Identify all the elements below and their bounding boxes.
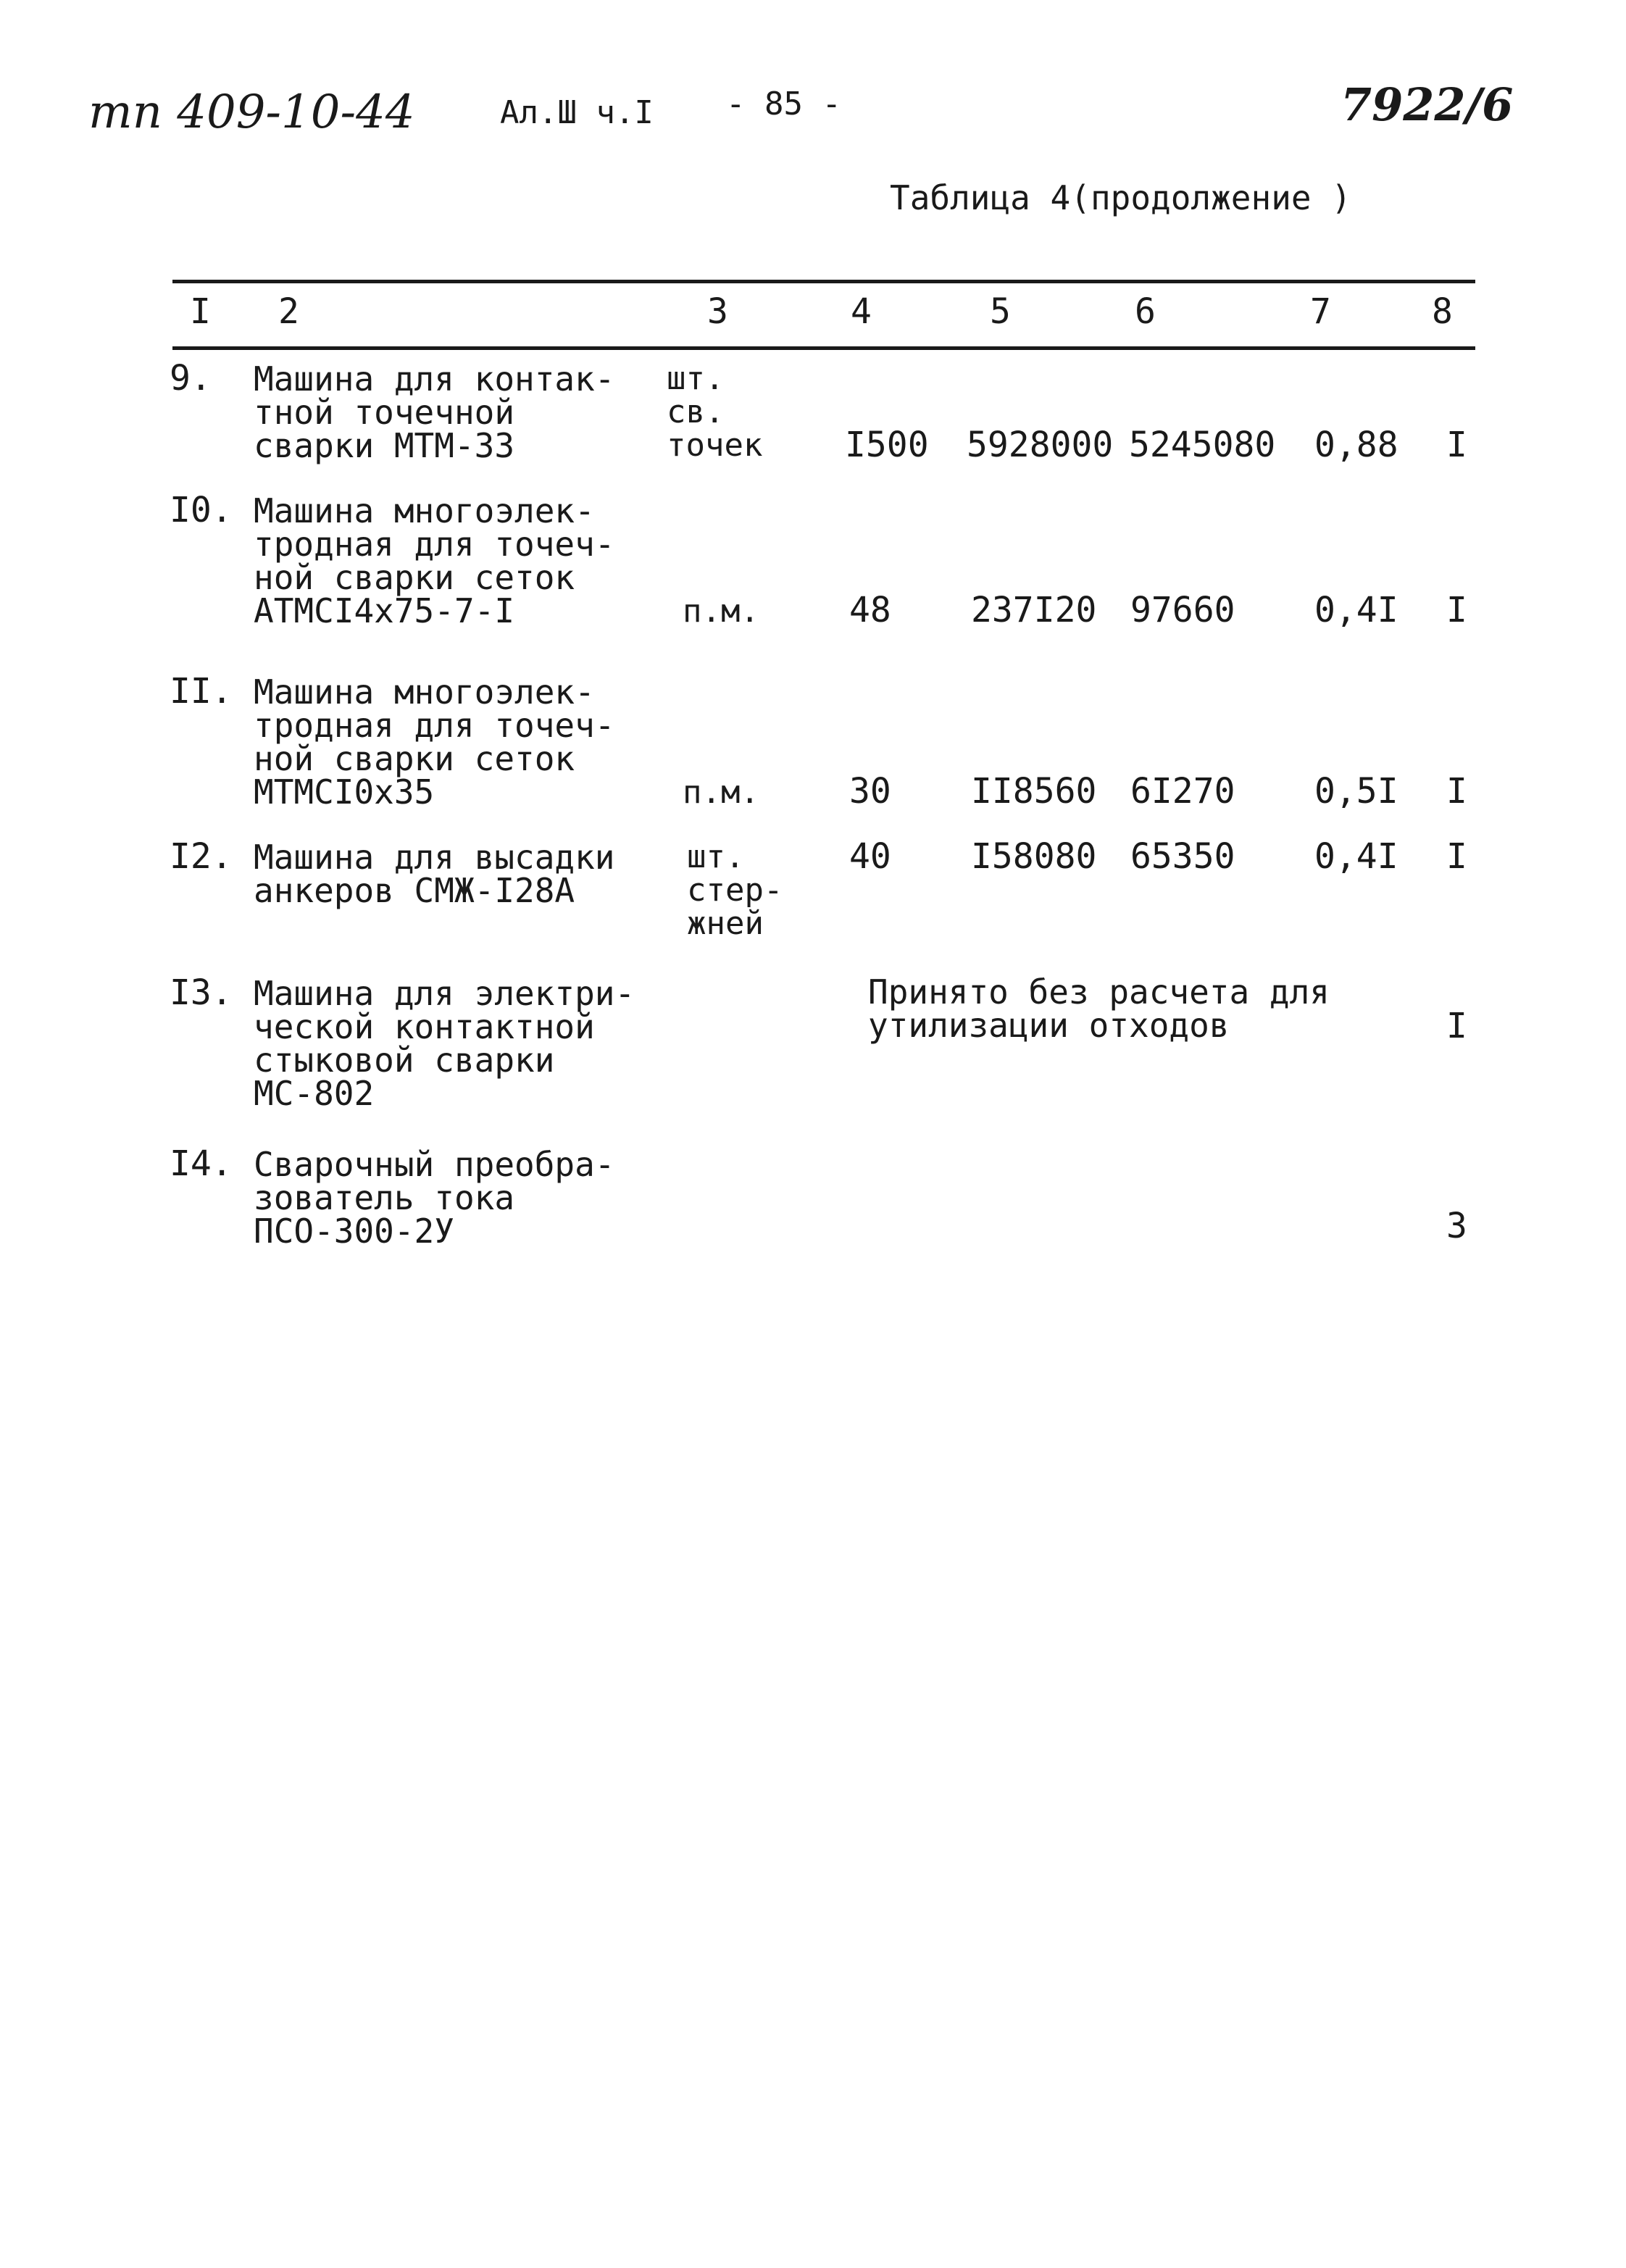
table-top-rule: [172, 280, 1475, 283]
cell-col-8: I: [1446, 771, 1467, 812]
cell-col-7: 0,4I: [1314, 836, 1398, 877]
table-caption: Таблица 4(продолжение ): [890, 178, 1351, 217]
table-header-rule: [172, 346, 1475, 350]
cell-col-8: I: [1446, 1006, 1467, 1046]
equipment-name: Сварочный преобра- зователь тока ПСО-300-2У: [254, 1145, 615, 1251]
equipment-name: Машина многоэлек- тродная для точеч- ной сварки сеток МТМСI0х35: [254, 672, 615, 812]
col-header-4: 4: [851, 291, 872, 332]
page-number: - 85 -: [726, 86, 841, 122]
row-number: I2.: [170, 836, 233, 877]
col-header-3: 3: [707, 291, 728, 332]
row-number: I3.: [170, 972, 233, 1013]
cell-col-8: 3: [1446, 1206, 1467, 1246]
cell-col-5: I58080: [971, 836, 1097, 877]
cell-col-6: 6I270: [1130, 771, 1235, 812]
cell-col-5: 237I20: [971, 590, 1097, 630]
col-header-8: 8: [1432, 291, 1453, 332]
inventory-number: 7922/6: [1341, 78, 1514, 131]
equipment-name: Машина для контак- тной точечной сварки МТМ-33: [254, 359, 615, 465]
row-number: I0.: [170, 490, 233, 530]
col-header-5: 5: [990, 291, 1011, 332]
unit-of-measure: п.м.: [683, 593, 759, 630]
col-header-6: 6: [1135, 291, 1156, 332]
row-number: II.: [170, 671, 233, 712]
album-reference: Ал.Ш ч.I: [500, 94, 654, 131]
cell-col-5: 5928000: [967, 425, 1114, 465]
cell-col-7: 0,88: [1314, 425, 1398, 465]
cell-col-8: I: [1446, 425, 1467, 465]
cell-col-4: 48: [849, 590, 891, 630]
equipment-name: Машина многоэлек- тродная для точеч- ной сварки сеток АТМСI4х75-7-I: [254, 491, 615, 630]
cell-col-6: 97660: [1130, 590, 1235, 630]
cell-col-7: 0,4I: [1314, 590, 1398, 630]
unit-of-measure: п.м.: [683, 774, 759, 811]
cell-col-8: I: [1446, 836, 1467, 877]
cell-col-4: 40: [849, 836, 891, 877]
col-header-1: I: [190, 291, 211, 332]
row-number: I4.: [170, 1143, 233, 1184]
cell-col-5: II8560: [971, 771, 1097, 812]
cell-col-7: 0,5I: [1314, 771, 1398, 812]
unit-of-measure: шт. стер- жней: [687, 838, 783, 942]
cell-col-4: 30: [849, 771, 891, 812]
col-header-7: 7: [1310, 291, 1331, 332]
col-header-2: 2: [278, 291, 299, 332]
cell-col-8: I: [1446, 590, 1467, 630]
doc-code: тп 409-10-44: [88, 86, 415, 139]
equipment-name: Машина для высадки анкеров СМЖ-I28А: [254, 838, 615, 910]
equipment-name: Машина для электри- ческой контактной стыковой сварки МС-802: [254, 974, 635, 1113]
cell-col-4: I500: [845, 425, 929, 465]
calculation-note: Принято без расчета для утилизации отходов: [868, 972, 1330, 1045]
cell-col-6: 65350: [1130, 836, 1235, 877]
row-number: 9.: [170, 358, 212, 399]
cell-col-6: 5245080: [1129, 425, 1276, 465]
unit-of-measure: шт. св. точек: [667, 360, 763, 464]
